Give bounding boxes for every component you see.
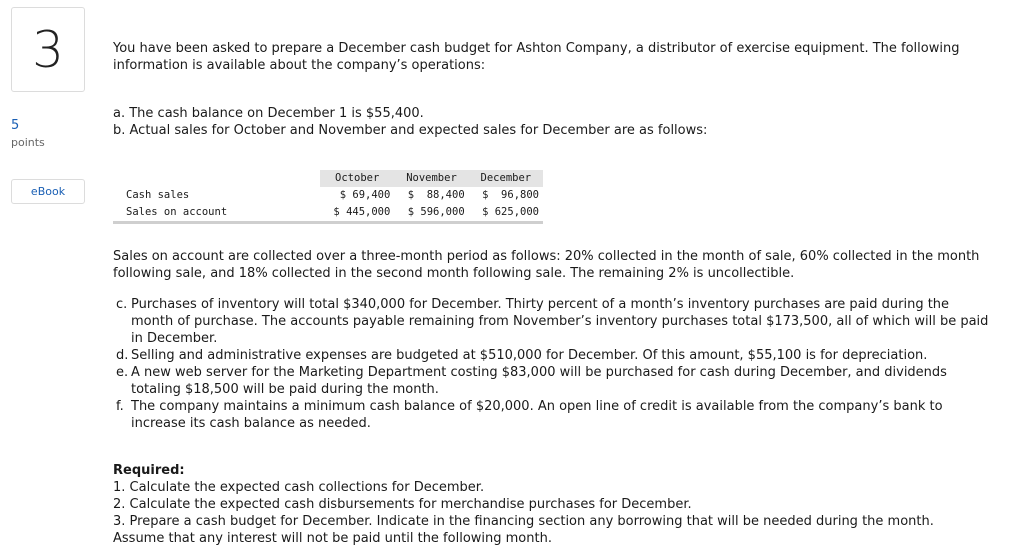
cell-value: $ 96,800 <box>482 189 539 201</box>
item-text: A new web server for the Marketing Department costing $83,000 will be purchased for cash during December, and dividends totaling $18,500 will be paid during the month. <box>131 365 947 397</box>
item-marker: e. <box>116 365 129 380</box>
item-text: The company maintains a minimum cash balance of $20,000. An open line of credit is available from the company’s bank to increase its cash balance as needed. <box>131 399 943 431</box>
item-marker: d. <box>116 348 129 363</box>
item-b: b. Actual sales for October and November and expected sales for December are as follows: <box>113 123 708 138</box>
header-november: November <box>394 170 468 187</box>
table-row <box>113 204 543 221</box>
cell-value: $ 69,400 <box>339 189 391 201</box>
item-marker: c. <box>116 297 128 312</box>
header-december: December <box>469 170 543 187</box>
required-step-2: 2. Calculate the expected cash disbursements for merchandise purchases for December. <box>113 497 692 512</box>
sales-table <box>113 170 543 224</box>
header-october: October <box>320 170 394 187</box>
item-marker: f. <box>116 399 124 414</box>
required-step-1: 1. Calculate the expected cash collections for December. <box>113 480 485 495</box>
row-label: Cash sales <box>126 189 190 201</box>
points-value: 5 <box>11 118 20 133</box>
sales-table-header <box>113 170 543 187</box>
items-c-f <box>113 296 989 432</box>
collection-terms: Sales on account are collected over a three-month period as follows: 20% collected in the month of sale, 60% collected in the month following sale, and 18% collected in the second month following sale. The remaining 2% is uncollectible. <box>113 249 980 281</box>
row-label: Sales on account <box>126 206 228 218</box>
cell-value: $ 88,400 <box>407 189 465 201</box>
required-title: Required: <box>113 463 185 478</box>
required-section <box>113 462 989 547</box>
item-e <box>113 364 989 398</box>
item-text: Purchases of inventory will total $340,000 for December. Thirty percent of a month’s inventory purchases are paid during the month of purchase. The accounts payable remaining from November’s inventory purchases total $173,500, all of which will be paid in December. <box>131 297 989 346</box>
item-text: Selling and administrative expenses are budgeted at $510,000 for December. Of this amount, $55,100 is for depreciation. <box>131 348 928 363</box>
item-c <box>113 296 989 347</box>
problem-intro: You have been asked to prepare a December cash budget for Ashton Company, a distributor of exercise equipment. The following information is available about the company’s operations: <box>113 41 960 73</box>
cell-value: $ 625,000 <box>482 206 539 218</box>
question-number: 3 <box>32 20 64 79</box>
item-f <box>113 398 989 432</box>
cell-value: $ 596,000 <box>407 206 465 218</box>
table-row <box>113 187 543 204</box>
points-label: points <box>11 136 45 149</box>
items-a-b <box>113 105 707 139</box>
header-blank <box>113 170 320 187</box>
cell-value: $ 445,000 <box>333 206 391 218</box>
item-d <box>113 347 989 364</box>
question-number-box <box>11 7 85 92</box>
item-a: a. The cash balance on December 1 is $55,400. <box>113 106 424 121</box>
required-step-3: 3. Prepare a cash budget for December. Indicate in the financing section any borrowing that will be needed during the month. Assume that any interest will not be paid until the following month. <box>113 514 934 546</box>
ebook-button[interactable]: eBook <box>11 179 85 204</box>
